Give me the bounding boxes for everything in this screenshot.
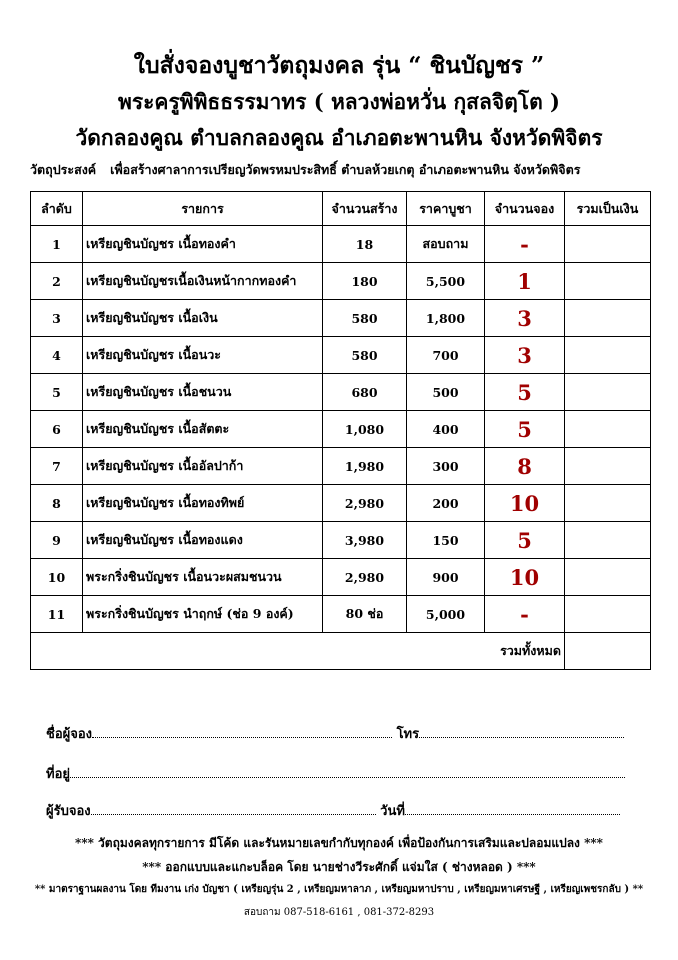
row-quantity: 1,980	[323, 448, 407, 485]
receiver-line	[46, 800, 620, 821]
table-row	[31, 522, 651, 559]
table-row	[31, 596, 651, 633]
row-item: เหรียญชินบัญชร เนื้อนวะ	[83, 337, 323, 374]
table-row	[31, 374, 651, 411]
row-price: 1,800	[407, 300, 485, 337]
row-number: 5	[31, 374, 83, 411]
row-quantity: 580	[323, 300, 407, 337]
footer-contact: สอบถาม 087-518-6161 , 081-372-8293	[243, 907, 435, 918]
address-field[interactable]	[70, 765, 625, 778]
row-quantity: 180	[323, 263, 407, 300]
header-price: ราคาบูชา	[407, 192, 485, 226]
row-item: เหรียญชินบัญชร เนื้อทองแดง	[83, 522, 323, 559]
row-number: 8	[31, 485, 83, 522]
row-quantity: 680	[323, 374, 407, 411]
row-reserve[interactable]: 3	[485, 337, 565, 374]
row-amount[interactable]	[565, 374, 651, 411]
row-amount[interactable]	[565, 226, 651, 263]
row-amount[interactable]	[565, 448, 651, 485]
row-item: พระกริ่งชินบัญชร นำฤกษ์ (ช่อ 9 องค์)	[83, 596, 323, 633]
total-amount-cell[interactable]	[565, 633, 651, 670]
table-row	[31, 411, 651, 448]
receiver-label: ผู้รับจอง	[46, 804, 91, 819]
row-number: 4	[31, 337, 83, 374]
footer-note-code: *** วัตถุมงคลทุกรายการ มีโค้ด และรันหมายเลขกำกับทุกองค์ เพื่อป้องกันการเสริมและปลอมแปลง ***	[75, 836, 603, 850]
row-reserve[interactable]: 5	[485, 411, 565, 448]
header-item: รายการ	[83, 192, 323, 226]
temple-address: วัดกลองคูณ ตำบลกลองคูณ อำเภอตะพานหิน จังหวัดพิจิตร	[75, 125, 603, 150]
table-row	[31, 226, 651, 263]
name-label: ชื่อผู้จอง	[46, 727, 93, 742]
table-row	[31, 448, 651, 485]
row-amount[interactable]	[565, 485, 651, 522]
row-amount[interactable]	[565, 411, 651, 448]
table-header-row	[31, 192, 651, 226]
table-row	[31, 485, 651, 522]
row-amount[interactable]	[565, 522, 651, 559]
row-price: 150	[407, 522, 485, 559]
address-label: ที่อยู่	[46, 767, 70, 782]
row-amount[interactable]	[565, 263, 651, 300]
row-price: 300	[407, 448, 485, 485]
row-reserve[interactable]: 10	[485, 485, 565, 522]
table-row	[31, 263, 651, 300]
table-row	[31, 337, 651, 374]
header-amount: รวมเป็นเงิน	[565, 192, 651, 226]
row-amount[interactable]	[565, 337, 651, 374]
row-number: 9	[31, 522, 83, 559]
footer-note-standard: ** มาตราฐานผลงาน โดย ทีมงาน เก่ง บัญชา ( เหรียญรุ่น 2 , เหรียญมหาลาภ , เหรียญมหาปราบ , เหรียญมหาเศรษฐี , เหรียญเพชรกลับ ) **	[34, 884, 644, 895]
footer-note-designer: *** ออกแบบและแกะบล็อค โดย นายช่างวีระศักดิ์ แจ่มใส ( ช่างหลอด ) ***	[142, 860, 536, 874]
row-quantity: 580	[323, 337, 407, 374]
row-price: 5,500	[407, 263, 485, 300]
purpose-text: เพื่อสร้างศาลาการเปรียญวัดพรหมประสิทธิ์ ตำบลห้วยเกตุ อำเภอตะพานหิน จังหวัดพิจิตร	[110, 162, 581, 177]
monk-name: พระครูพิพิธธรรมาทร ( หลวงพ่อหวั่น กุสลจิตฺโต )	[118, 89, 560, 114]
form-title: ใบสั่งจองบูชาวัตถุมงคล รุ่น “ ชินบัญชร ”	[133, 52, 545, 79]
row-reserve[interactable]: -	[485, 596, 565, 633]
row-quantity: 18	[323, 226, 407, 263]
date-field[interactable]	[405, 802, 620, 815]
table-row	[31, 559, 651, 596]
row-number: 7	[31, 448, 83, 485]
row-price: 700	[407, 337, 485, 374]
row-item: เหรียญชินบัญชร เนื้อชนวน	[83, 374, 323, 411]
row-number: 6	[31, 411, 83, 448]
row-amount[interactable]	[565, 559, 651, 596]
table-row	[31, 300, 651, 337]
phone-field[interactable]	[419, 725, 624, 738]
order-table	[30, 191, 651, 670]
row-quantity: 2,980	[323, 559, 407, 596]
receiver-field[interactable]	[91, 802, 376, 815]
row-number: 11	[31, 596, 83, 633]
purpose-label: วัตถุประสงค์	[30, 162, 97, 177]
row-price: 5,000	[407, 596, 485, 633]
row-reserve[interactable]: 5	[485, 374, 565, 411]
row-price: 900	[407, 559, 485, 596]
purpose-line	[30, 160, 594, 180]
row-quantity: 1,080	[323, 411, 407, 448]
row-reserve[interactable]: 3	[485, 300, 565, 337]
row-number: 2	[31, 263, 83, 300]
row-price: 500	[407, 374, 485, 411]
row-reserve[interactable]: -	[485, 226, 565, 263]
row-quantity: 3,980	[323, 522, 407, 559]
row-reserve[interactable]: 8	[485, 448, 565, 485]
row-item: พระกริ่งชินบัญชร เนื้อนวะผสมชนวน	[83, 559, 323, 596]
header-reserve: จำนวนจอง	[485, 192, 565, 226]
row-item: เหรียญชินบัญชร เนื้อสัตตะ	[83, 411, 323, 448]
row-price: 200	[407, 485, 485, 522]
total-row	[31, 633, 651, 670]
name-line	[46, 723, 624, 744]
phone-label: โทร	[396, 727, 420, 742]
row-number: 1	[31, 226, 83, 263]
row-item: เหรียญชินบัญชร เนื้ออัลปาก้า	[83, 448, 323, 485]
row-price: 400	[407, 411, 485, 448]
name-field[interactable]	[92, 725, 392, 738]
row-number: 10	[31, 559, 83, 596]
row-quantity: 80 ช่อ	[323, 596, 407, 633]
row-amount[interactable]	[565, 300, 651, 337]
date-label: วันที่	[380, 804, 405, 819]
row-item: เหรียญชินบัญชร เนื้อทองคำ	[83, 226, 323, 263]
row-item: เหรียญชินบัญชร เนื้อเงิน	[83, 300, 323, 337]
row-reserve[interactable]: 1	[485, 263, 565, 300]
row-item: เหรียญชินบัญชรเนื้อเงินหน้ากากทองคำ	[83, 263, 323, 300]
address-line	[46, 763, 625, 784]
row-quantity: 2,980	[323, 485, 407, 522]
row-price: สอบถาม	[407, 226, 485, 263]
total-label: รวมทั้งหมด	[31, 633, 565, 670]
header-no: ลำดับ	[31, 192, 83, 226]
row-amount[interactable]	[565, 596, 651, 633]
header-qty: จำนวนสร้าง	[323, 192, 407, 226]
row-number: 3	[31, 300, 83, 337]
row-item: เหรียญชินบัญชร เนื้อทองทิพย์	[83, 485, 323, 522]
row-reserve[interactable]: 10	[485, 559, 565, 596]
row-reserve[interactable]: 5	[485, 522, 565, 559]
